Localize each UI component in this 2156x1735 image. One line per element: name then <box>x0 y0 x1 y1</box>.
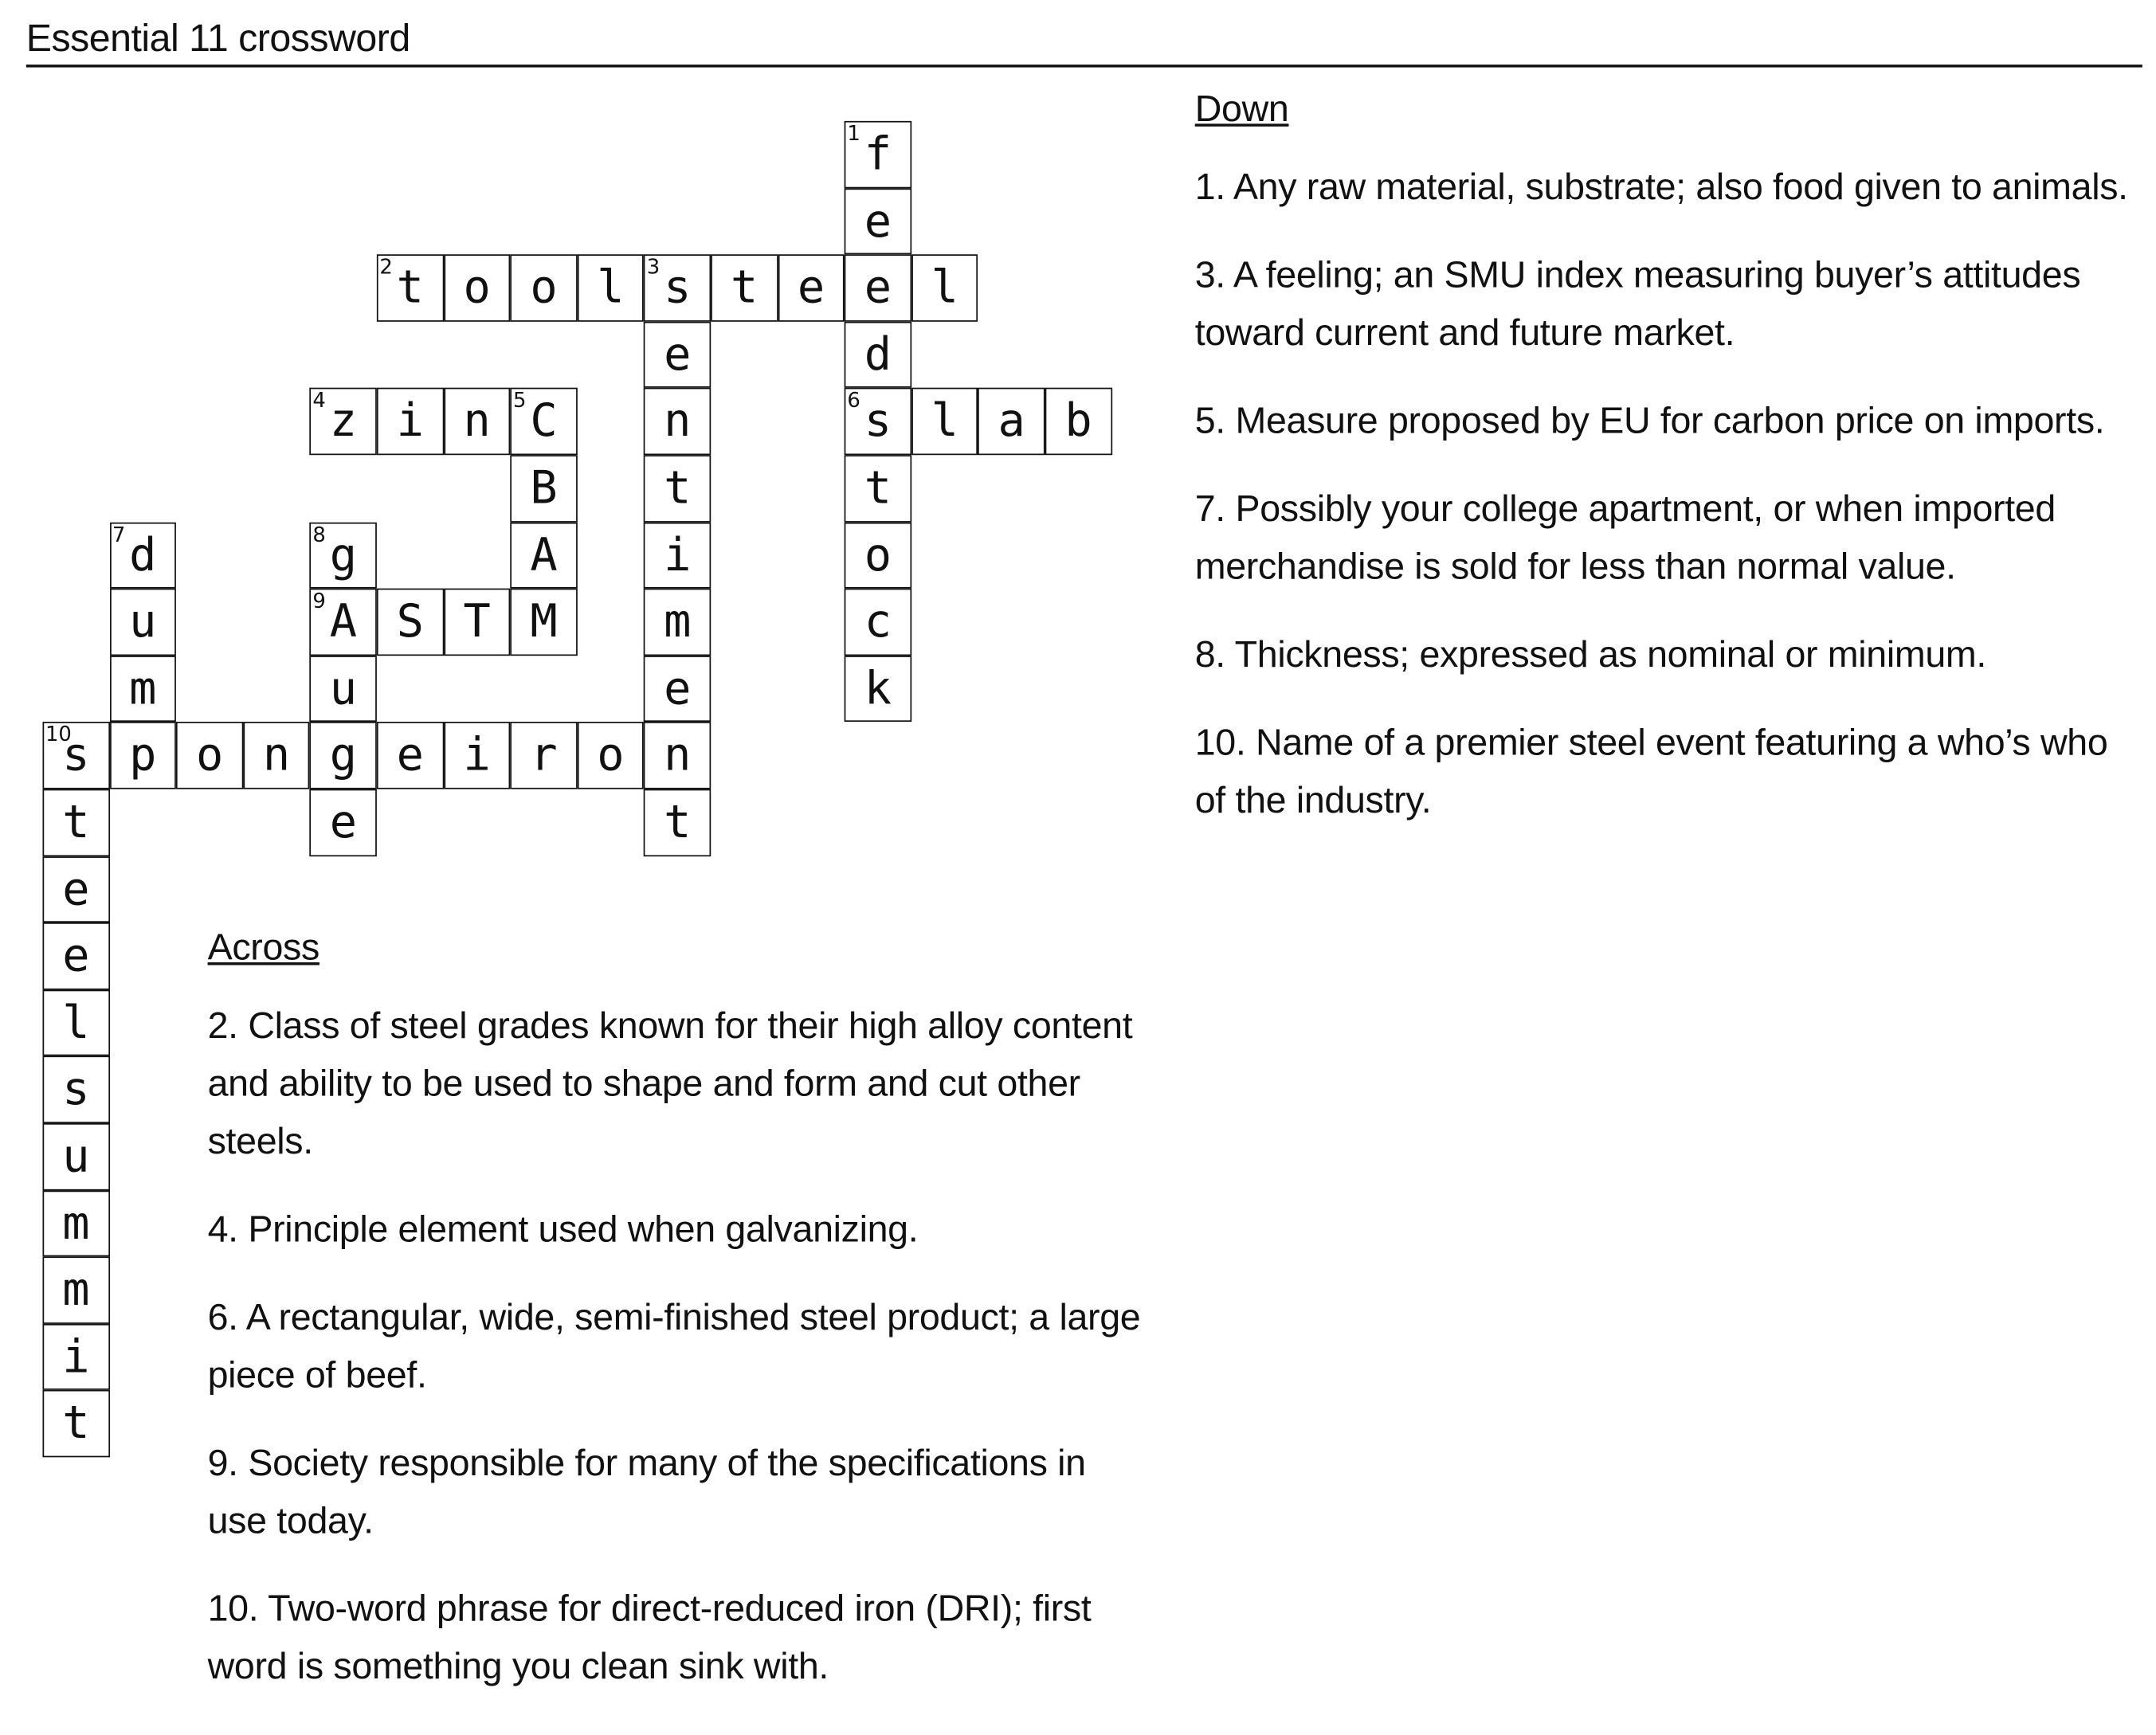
cell-letter: t <box>396 260 424 314</box>
across-clue: 10. Two-word phrase for direct-reduced iron (DRI); first word is something you clean sink with. <box>207 1588 1092 1687</box>
cell-letter: n <box>463 394 491 448</box>
grid-cell[interactable] <box>444 255 511 322</box>
grid-cell[interactable] <box>511 522 578 589</box>
across-clue: 6. A rectangular, wide, semi-finished steel product; a large piece of beef. <box>207 1296 1141 1396</box>
grid-cell[interactable] <box>310 388 377 455</box>
clue-number: 9 <box>312 588 326 614</box>
cell-letter: e <box>797 260 825 314</box>
grid-cell[interactable] <box>310 589 377 656</box>
cell-letter: m <box>664 593 692 648</box>
cell-letter: e <box>864 260 892 314</box>
grid-cell[interactable] <box>911 388 978 455</box>
cell-letter: m <box>129 660 157 715</box>
cell-letter: S <box>396 593 424 648</box>
cell-letter: o <box>530 260 558 314</box>
grid-cell[interactable] <box>845 188 911 255</box>
page-title: Essential 11 crossword <box>25 16 410 60</box>
grid-cell[interactable] <box>243 723 310 789</box>
grid-cell[interactable] <box>845 522 911 589</box>
grid-cell[interactable] <box>644 255 711 322</box>
grid-cell[interactable] <box>176 723 243 789</box>
cell-letter: o <box>597 727 625 781</box>
grid-cell[interactable] <box>577 255 644 322</box>
across-clues <box>208 925 1143 1725</box>
grid-cell[interactable] <box>511 388 578 455</box>
cell-letter: s <box>62 727 90 781</box>
grid-cell[interactable] <box>644 455 711 522</box>
grid-cell[interactable] <box>42 723 109 789</box>
grid-cell[interactable] <box>109 589 176 656</box>
cell-letter: l <box>931 394 958 448</box>
cell-letter: t <box>864 460 892 515</box>
grid-cell[interactable] <box>42 922 109 989</box>
grid-cell[interactable] <box>644 321 711 388</box>
grid-cell[interactable] <box>444 589 511 656</box>
cell-letter: n <box>664 727 692 781</box>
clue-number: 1 <box>847 120 860 146</box>
grid-cell[interactable] <box>644 522 711 589</box>
grid-cell[interactable] <box>644 723 711 789</box>
cell-letter: e <box>62 861 90 915</box>
clue-number: 3 <box>646 254 661 280</box>
cell-letter: t <box>731 260 759 314</box>
grid-cell[interactable] <box>109 656 176 723</box>
grid-cell[interactable] <box>377 589 444 656</box>
cell-letter: n <box>664 394 692 448</box>
grid-cell[interactable] <box>42 1390 109 1457</box>
grid-cell[interactable] <box>1045 388 1112 455</box>
grid-cell[interactable] <box>310 656 377 723</box>
grid-cell[interactable] <box>377 388 444 455</box>
cell-letter: C <box>530 394 558 448</box>
cell-letter: f <box>864 126 892 181</box>
grid-cell[interactable] <box>845 388 911 455</box>
cell-letter: s <box>864 394 892 448</box>
cell-letter: e <box>664 660 692 715</box>
grid-cell[interactable] <box>377 255 444 322</box>
grid-cell[interactable] <box>845 321 911 388</box>
clue-number: 10 <box>45 722 72 747</box>
grid-cell[interactable] <box>310 522 377 589</box>
cell-letter: m <box>62 1262 90 1316</box>
cell-letter: e <box>396 727 424 781</box>
grid-cell[interactable] <box>778 255 845 322</box>
cell-letter: t <box>62 794 90 848</box>
grid-cell[interactable] <box>644 388 711 455</box>
grid-cell[interactable] <box>845 455 911 522</box>
cell-letter: e <box>329 794 358 848</box>
down-heading: Down <box>1194 88 1289 130</box>
title-divider <box>26 65 2142 67</box>
cell-letter: g <box>329 727 358 781</box>
grid-cell[interactable] <box>42 789 109 856</box>
grid-cell[interactable] <box>511 589 578 656</box>
across-clue: 2. Class of steel grades known for their high alloy content and ability to be used to shape and form and cut other steels. <box>207 1005 1133 1162</box>
cell-letter: T <box>463 593 491 648</box>
grid-cell[interactable] <box>42 1056 109 1123</box>
cell-letter: A <box>530 527 558 582</box>
cell-letter: t <box>664 794 692 848</box>
grid-cell[interactable] <box>978 388 1045 455</box>
cell-letter: e <box>664 327 692 381</box>
down-clue: 3. A feeling; an SMU index measuring buyer’s attitudes toward current and future market. <box>1194 254 2081 354</box>
cell-letter: l <box>62 995 90 1049</box>
grid-cell[interactable] <box>644 656 711 723</box>
grid-cell[interactable] <box>511 455 578 522</box>
cell-letter: n <box>262 727 291 781</box>
cell-letter: i <box>664 527 692 582</box>
cell-letter: k <box>864 660 892 715</box>
grid-cell[interactable] <box>109 723 176 789</box>
grid-cell[interactable] <box>511 255 578 322</box>
clue-number: 8 <box>312 522 326 547</box>
cell-letter: o <box>463 260 491 314</box>
cell-letter: d <box>864 327 892 381</box>
cell-letter: u <box>129 593 157 648</box>
grid-cell[interactable] <box>845 255 911 322</box>
cell-letter: s <box>62 1061 90 1116</box>
cell-letter: l <box>931 260 958 314</box>
across-clue: 4. Principle element used when galvanizing. <box>207 1208 919 1250</box>
cell-letter: o <box>864 527 892 582</box>
grid-cell[interactable] <box>377 723 444 789</box>
cell-letter: B <box>530 460 558 515</box>
grid-cell[interactable] <box>511 723 578 789</box>
cell-letter: r <box>530 727 558 781</box>
grid-cell[interactable] <box>42 1190 109 1257</box>
cell-letter: i <box>396 394 424 448</box>
grid-cell[interactable] <box>644 789 711 856</box>
cell-letter: c <box>864 593 892 648</box>
grid-cell[interactable] <box>711 255 778 322</box>
cell-letter: p <box>129 727 157 781</box>
cell-letter: i <box>463 727 491 781</box>
cell-letter: e <box>62 928 90 982</box>
cell-letter: m <box>62 1195 90 1250</box>
down-clue: 5. Measure proposed by EU for carbon price on imports. <box>1194 400 2105 441</box>
grid-cell[interactable] <box>577 723 644 789</box>
grid-cell[interactable] <box>845 589 911 656</box>
clue-number: 6 <box>847 388 860 413</box>
cell-letter: u <box>62 1128 90 1183</box>
cell-letter: a <box>998 394 1025 448</box>
grid-cell[interactable] <box>444 388 511 455</box>
grid-cell[interactable] <box>42 856 109 922</box>
grid-cell[interactable] <box>42 989 109 1056</box>
grid-cell[interactable] <box>845 656 911 723</box>
cell-letter: d <box>129 527 157 582</box>
cell-letter: l <box>597 260 625 314</box>
cell-letter: t <box>62 1396 90 1450</box>
cell-letter: z <box>329 394 358 448</box>
across-heading: Across <box>207 926 319 968</box>
cell-letter: s <box>664 260 692 314</box>
grid-cell[interactable] <box>845 121 911 188</box>
cell-letter: u <box>329 660 358 715</box>
cell-letter: A <box>329 593 358 648</box>
cell-letter: e <box>864 193 892 247</box>
grid-cell[interactable] <box>42 1123 109 1190</box>
grid-cell[interactable] <box>42 1324 109 1391</box>
down-clues <box>1195 87 2131 860</box>
cell-letter: t <box>664 460 692 515</box>
down-clue: 10. Name of a premier steel event featuring a who’s who of the industry. <box>1194 722 2108 821</box>
grid-cell[interactable] <box>310 789 377 856</box>
cell-letter: o <box>196 727 224 781</box>
grid-cell[interactable] <box>109 522 176 589</box>
down-clue: 7. Possibly your college apartment, or when imported merchandise is sold for less than normal value. <box>1194 488 2056 587</box>
grid-cell[interactable] <box>644 589 711 656</box>
cell-letter: g <box>329 527 358 582</box>
across-clue: 9. Society responsible for many of the specifications in use today. <box>207 1442 1086 1541</box>
grid-cell[interactable] <box>42 1257 109 1324</box>
clue-number: 5 <box>513 388 527 413</box>
cell-letter: b <box>1064 394 1092 448</box>
down-clue: 8. Thickness; expressed as nominal or minimum. <box>1194 633 1986 676</box>
down-clue: 1. Any raw material, substrate; also food given to animals. <box>1194 166 2128 208</box>
cell-letter: M <box>530 593 558 648</box>
grid-cell[interactable] <box>911 255 978 322</box>
cell-letter: i <box>62 1329 90 1383</box>
grid-cell[interactable] <box>444 723 511 789</box>
grid-cell[interactable] <box>310 723 377 789</box>
clue-number: 4 <box>312 388 326 413</box>
clue-number: 7 <box>112 522 126 547</box>
clue-number: 2 <box>379 254 393 280</box>
